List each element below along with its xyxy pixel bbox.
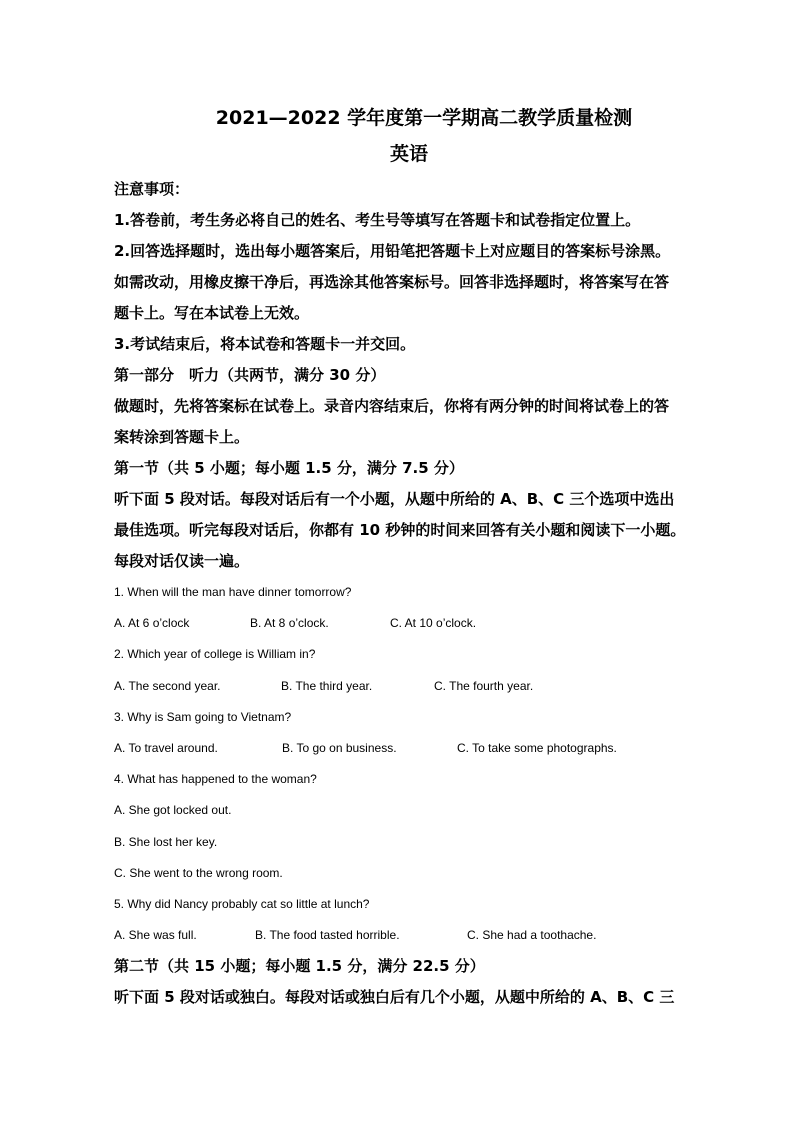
question-1-option-a: A. At 6 o’clock — [114, 616, 190, 631]
question-3-stem: 3. Why is Sam going to Vietnam? — [114, 709, 292, 724]
notice-item-2-line-3: 题卡上。写在本试卷上无效。 — [114, 304, 310, 322]
question-1-option-c: C. At 10 o’clock. — [390, 616, 477, 631]
question-5-option-a: A. She was full. — [114, 928, 197, 943]
question-4-stem: 4. What has happened to the woman? — [114, 772, 317, 787]
question-1-options — [114, 608, 704, 639]
question-5-option-b: B. The food tasted horrible. — [255, 928, 400, 943]
notice-item-1: 1.答卷前，考生务必将自己的姓名、考生号等填写在答题卡和试卷指定位置上。 — [114, 211, 641, 229]
section2-instruction-line-1: 听下面 5 段对话或独白。每段对话或独白后有几个小题，从题中所给的 A、B、C 三 — [114, 988, 675, 1007]
notice-item-2-line-2: 如需改动，用橡皮擦干净后，再选涂其他答案标号。回答非选择题时，将答案写在答 — [114, 273, 670, 291]
exam-page — [114, 100, 704, 1013]
question-2-option-b: B. The third year. — [281, 678, 373, 693]
subject-title: 英语 — [389, 143, 428, 165]
question-3-option-a: A. To travel around. — [114, 741, 218, 756]
section1-heading: 第一节（共 5 小题；每小题 1.5 分，满分 7.5 分） — [114, 459, 464, 477]
question-2-option-c: C. The fourth year. — [434, 678, 534, 693]
question-3-options — [114, 733, 704, 764]
question-2-options — [114, 671, 704, 702]
question-3-option-b: B. To go on business. — [282, 741, 397, 756]
notice-item-3: 3.考试结束后，将本试卷和答题卡一并交回。 — [114, 335, 416, 353]
question-1-option-b: B. At 8 o’clock. — [250, 616, 329, 631]
part1-instruction-line-1: 做题时，先将答案标在试卷上。录音内容结束后，你将有两分钟的时间将试卷上的答 — [114, 397, 670, 415]
question-5-option-c: C. She had a toothache. — [467, 928, 597, 943]
part1-heading: 第一部分 听力（共两节，满分 30 分） — [114, 366, 386, 384]
section2-heading: 第二节（共 15 小题；每小题 1.5 分，满分 22.5 分） — [114, 957, 485, 976]
question-5-options — [114, 920, 704, 951]
question-5-stem: 5. Why did Nancy probably cat so little at lunch? — [114, 897, 370, 912]
question-2-option-a: A. The second year. — [114, 678, 221, 693]
question-4-option-b: B. She lost her key. — [114, 834, 218, 849]
part1-instruction-line-2: 案转涂到答题卡上。 — [114, 428, 250, 446]
notice-item-2-line-1: 2.回答选择题时，选出每小题答案后，用铅笔把答题卡上对应题目的答案标号涂黑。 — [114, 242, 671, 260]
question-4-option-c: C. She went to the wrong room. — [114, 865, 283, 880]
question-2-stem: 2. Which year of college is William in? — [114, 647, 316, 662]
exam-title: 2021—2022 学年度第一学期高二教学质量检测 — [215, 107, 633, 129]
section1-instruction-line-3: 每段对话仅读一遍。 — [114, 552, 250, 570]
section1-instruction-line-2: 最佳选项。听完每段对话后，你都有 10 秒钟的时间来回答有关小题和阅读下一小题。 — [114, 521, 686, 539]
question-4-option-a: A. She got locked out. — [114, 803, 232, 818]
question-3-option-c: C. To take some photographs. — [457, 741, 617, 756]
section1-instruction-line-1: 听下面 5 段对话。每段对话后有一个小题，从题中所给的 A、B、C 三个选项中选出 — [114, 490, 675, 508]
question-1-stem: 1. When will the man have dinner tomorrow? — [114, 585, 352, 599]
notice-heading: 注意事项： — [114, 180, 190, 198]
